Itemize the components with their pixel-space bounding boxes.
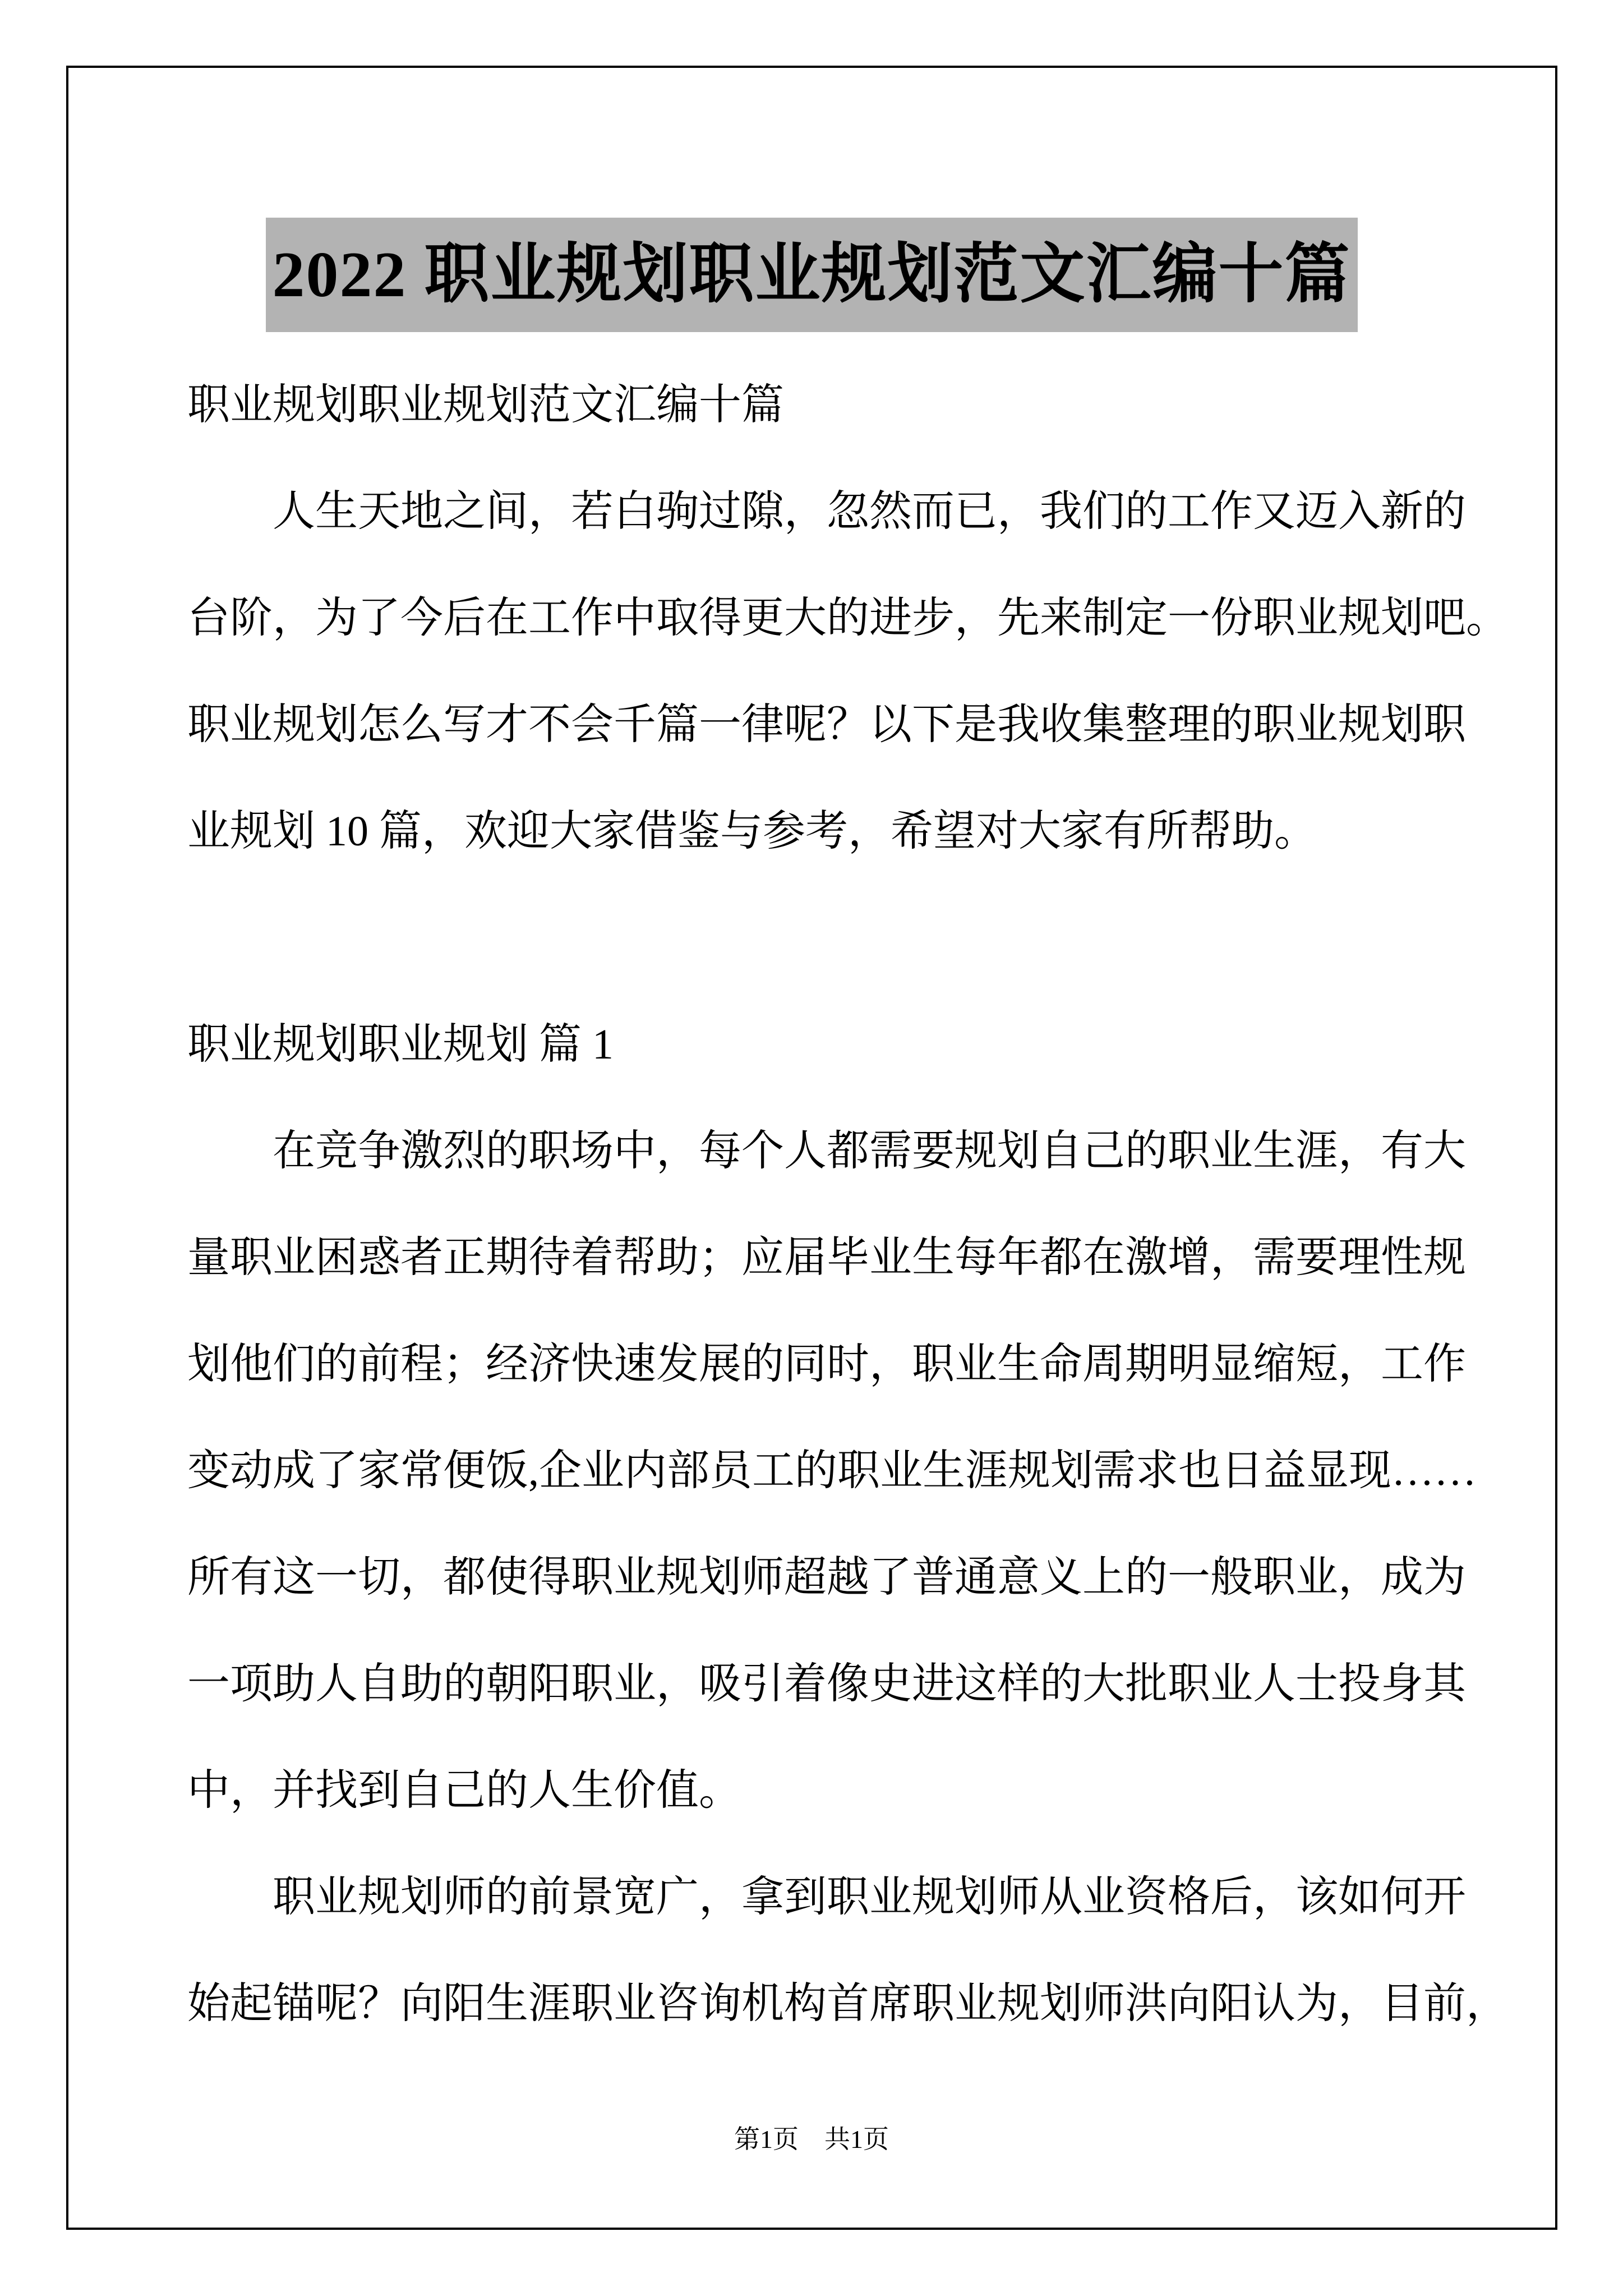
body-line: 始起锚呢？向阳生涯职业咨询机构首席职业规划师洪向阳认为，目前， <box>187 1980 1509 2027</box>
document-title: 2022 职业规划职业规划范文汇编十篇 <box>266 218 1358 332</box>
body-line: 人生天地之间，若白驹过隙，忽然而已，我们的工作又迈入新的 <box>273 488 1466 535</box>
title-row <box>0 218 1623 332</box>
body-line: 一项助人自助的朝阳职业，吸引着像史进这样的大批职业人士投身其 <box>187 1660 1466 1708</box>
body-line: 在竞争激烈的职场中，每个人都需要规划自己的职业生涯，有大 <box>273 1128 1466 1175</box>
body-line-blank <box>187 885 1469 991</box>
body-line: 职业规划师的前景宽广，拿到职业规划师从业资格后，该如何开 <box>273 1874 1466 1921</box>
body-line: 业规划 10 篇，欢迎大家借鉴与参考，希望对大家有所帮助。 <box>187 808 1317 855</box>
body-line: 职业规划职业规划范文汇编十篇 <box>187 381 784 429</box>
body-line: 台阶，为了今后在工作中取得更大的进步，先来制定一份职业规划吧。 <box>187 595 1509 642</box>
body-line: 职业规划怎么写才不会千篇一律呢？以下是我收集整理的职业规划职 <box>187 701 1466 748</box>
section-heading: 职业规划职业规划 篇 1 <box>187 1021 614 1068</box>
page-number-footer: 第1页 共1页 <box>734 2125 889 2154</box>
body-line: 划他们的前程；经济快速发展的同时，职业生命周期明显缩短，工作 <box>187 1341 1466 1388</box>
body-line: 量职业困惑者正期待着帮助；应届毕业生每年都在激增，需要理性规 <box>187 1234 1466 1281</box>
body-line: 变动成了家常便饭,企业内部员工的职业生涯规划需求也日益显现…… <box>187 1447 1477 1494</box>
body-line: 所有这一切，都使得职业规划师超越了普通意义上的一般职业，成为 <box>187 1554 1466 1601</box>
document-body <box>187 352 1509 2057</box>
body-line: 中，并找到自己的人生价值。 <box>187 1767 741 1814</box>
